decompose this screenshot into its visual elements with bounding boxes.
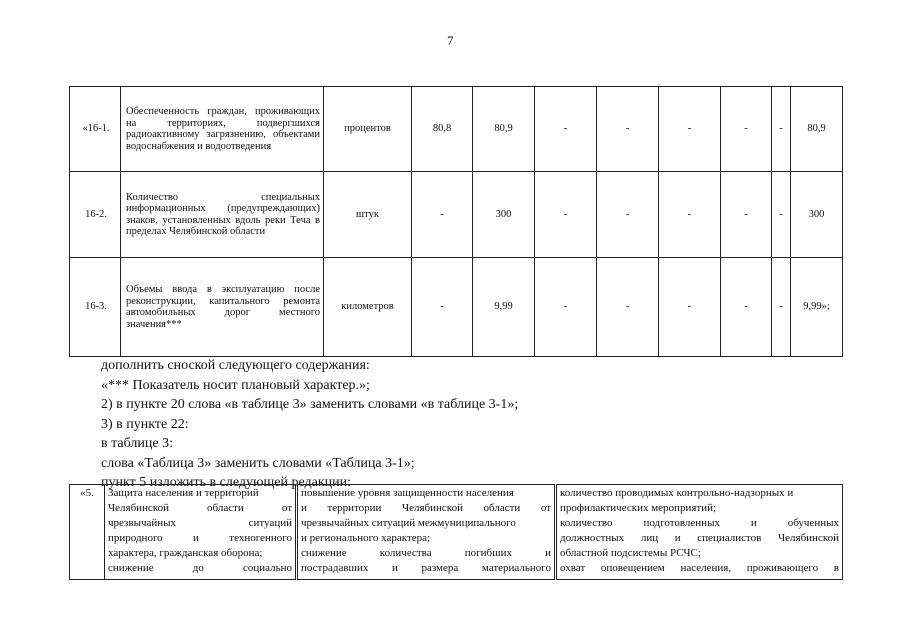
table-row — [70, 172, 843, 258]
value-cell: 80,9 — [791, 87, 843, 172]
cell-line: снижение количества погибших и — [301, 547, 551, 559]
text-line: дополнить сноской следующего содержания: — [101, 358, 370, 373]
cell-line: должностных лиц и специалистов Челябинской — [560, 532, 839, 544]
value-cell: 80,8 — [412, 87, 473, 172]
value-cell: - — [772, 87, 791, 172]
page-number: 7 — [447, 33, 454, 48]
value-cell: - — [721, 87, 772, 172]
cell-line: природного и техногенного — [108, 532, 292, 544]
cell-line: областной подсистемы РСЧС; — [560, 547, 701, 559]
value-cell: 80,9 — [473, 87, 535, 172]
cell-line: чрезвычайных ситуаций — [108, 517, 292, 529]
value-cell: - — [772, 172, 791, 258]
row-number: 16-2. — [70, 172, 121, 258]
table-row — [70, 485, 843, 580]
value-cell: - — [535, 87, 597, 172]
indicator-name: Количество специальных информационных (предупреждающих) знаков, установленных вдоль реки Теча в пределах Челябинской области — [121, 172, 324, 258]
text-line: в таблице 3: — [101, 436, 173, 451]
goals-table — [69, 484, 843, 580]
row-number: 16-3. — [70, 258, 121, 357]
cell-line: снижение до социально — [108, 562, 292, 574]
unit-cell: штук — [324, 172, 412, 258]
cell-line: и территории Челябинской области от — [301, 502, 551, 514]
value-cell: 9,99 — [473, 258, 535, 357]
text-line: слова «Таблица 3» заменить словами «Таблица 3-1»; — [101, 455, 415, 471]
amendment-text — [101, 356, 801, 493]
value-cell: - — [721, 172, 772, 258]
text-line: 2) в пункте 20 слова «в таблице 3» заменить словами «в таблице 3-1»; — [101, 397, 519, 412]
value-cell: - — [412, 172, 473, 258]
indicator-cell — [556, 485, 843, 580]
value-cell: 300 — [791, 172, 843, 258]
row-number: «5. — [70, 485, 105, 580]
cell-line: количество проводимых контрольно-надзорных и — [560, 487, 794, 499]
value-cell: - — [597, 87, 659, 172]
value-cell: - — [535, 258, 597, 357]
cell-line: охват оповещением населения, проживающего в — [560, 562, 839, 574]
cell-line: профилактических мероприятий; — [560, 502, 717, 514]
value-cell: - — [412, 258, 473, 357]
text-line: «*** Показатель носит плановый характер.»; — [101, 377, 370, 393]
value-cell: - — [772, 258, 791, 357]
value-cell: - — [535, 172, 597, 258]
cell-line: Защита населения и территорий — [108, 487, 259, 499]
value-cell: - — [597, 172, 659, 258]
cell-line: повышение уровня защищенности населения — [301, 487, 514, 499]
task-cell — [105, 485, 297, 580]
cell-line: характера, гражданская оборона; — [108, 547, 263, 559]
value-cell: 9,99»; — [791, 258, 843, 357]
unit-cell: километров — [324, 258, 412, 357]
table-row — [70, 258, 843, 357]
cell-line: Челябинской области от — [108, 502, 292, 514]
value-cell: 300 — [473, 172, 535, 258]
value-cell: - — [659, 87, 721, 172]
value-cell: - — [721, 258, 772, 357]
goal-cell — [297, 485, 556, 580]
unit-cell: процентов — [324, 87, 412, 172]
cell-line: чрезвычайных ситуаций межмуниципального — [301, 517, 516, 529]
cell-line: пострадавших и размера материального — [301, 562, 551, 574]
cell-line: количество подготовленных и обученных — [560, 517, 839, 529]
indicator-name: Объемы ввода в эксплуатацию после реконструкции, капитального ремонта автомобильных дорог местного значения*** — [121, 258, 324, 357]
text-line: 3) в пункте 22: — [101, 416, 189, 432]
indicator-name: Обеспеченность граждан, проживающих на территориях, подвергшихся радиоактивному загрязнению, объектами водоснабжения и водоотведения — [121, 87, 324, 172]
cell-line: и регионального характера; — [301, 532, 431, 544]
text-line: пункт 5 изложить в следующей редакции: — [101, 475, 351, 490]
row-number: «16-1. — [70, 87, 121, 172]
value-cell: - — [659, 172, 721, 258]
table-row — [70, 87, 843, 172]
indicators-table — [69, 86, 843, 357]
value-cell: - — [659, 258, 721, 357]
value-cell: - — [597, 258, 659, 357]
